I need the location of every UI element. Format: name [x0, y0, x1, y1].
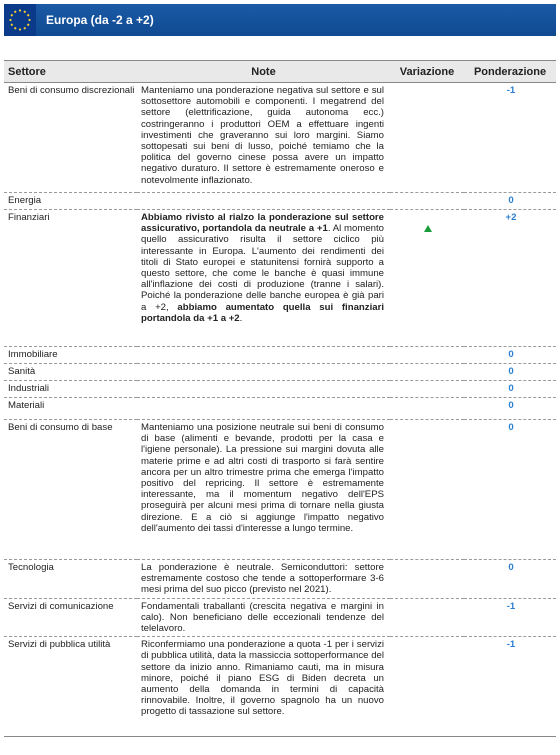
note-highlight: Abbiamo rivisto al rialzo la ponderazione sul settore assicurativo, portandola da neutrale a +1 — [141, 212, 384, 235]
sector-name: Energia — [4, 193, 137, 210]
table-header-row — [4, 61, 556, 83]
sector-note: Riconfermiamo una ponderazione a quota -1 per i servizi di pubblica utilità, data la massiccia sottoperformance del settore da inizio anno. Rimaniamo cauti, ma in misura minore, poiché il piano ESG di Biden decreta un aumento della domanda in termini di capacità rinnovabile. Inoltre, il governo spagnolo ha un nuovo progetto di tassazione sul settore. — [137, 637, 390, 737]
header-settore: Settore — [4, 61, 137, 83]
sector-change — [390, 560, 464, 599]
sector-note — [137, 210, 390, 347]
sector-table — [4, 60, 556, 737]
sector-change — [390, 420, 464, 560]
table-row — [4, 560, 556, 599]
sector-name: Beni di consumo di base — [4, 420, 137, 560]
table-row — [4, 420, 556, 560]
sector-weight: 0 — [464, 347, 556, 364]
note-text: . — [239, 312, 243, 324]
table-row — [4, 364, 556, 381]
table-row — [4, 637, 556, 737]
table-row — [4, 210, 556, 347]
sector-change — [390, 83, 464, 193]
section-header — [4, 4, 556, 36]
sector-change — [390, 598, 464, 637]
sector-weight: -1 — [464, 637, 556, 737]
sector-name: Servizi di comunicazione — [4, 598, 137, 637]
sector-note — [137, 381, 390, 398]
sector-note — [137, 398, 390, 420]
header-note: Note — [137, 61, 390, 83]
header-variazione: Variazione — [390, 61, 464, 83]
sector-change — [390, 398, 464, 420]
sector-weight: 0 — [464, 381, 556, 398]
sector-name: Materiali — [4, 398, 137, 420]
sector-name: Beni di consumo discrezionali — [4, 83, 137, 193]
table-row — [4, 83, 556, 193]
sector-change — [390, 193, 464, 210]
sector-name: Finanziari — [4, 210, 137, 347]
table-row — [4, 381, 556, 398]
table-row — [4, 347, 556, 364]
sector-name: Industriali — [4, 381, 137, 398]
note-highlight: abbiamo aumentato quella sui finanziari portandola da +1 a +2 — [141, 301, 384, 324]
sector-change — [390, 364, 464, 381]
sector-weight: 0 — [464, 560, 556, 599]
sector-weight: -1 — [464, 598, 556, 637]
table-row — [4, 193, 556, 210]
sector-note: Manteniamo una ponderazione negativa sul settore e sul sottosettore automobili e componenti. I megatrend del settore (elettrificazione, guida autonoma ecc.) costringeranno i produttori OEM a effettuare ingenti investimenti che graveranno sui loro margini. Siamo sottopesati sui beni di lusso, poiché temiamo che la politica del governo cinese possa avere un impatto negativo duraturo. Il settore è estremamente oneroso e notevolmente inflazionato. — [137, 83, 390, 193]
header-ponderazione: Ponderazione — [464, 61, 556, 83]
sector-note: Fondamentali traballanti (crescita negativa e margini in calo). Non beneficiano delle eccezionali tendenze del telelavoro. — [137, 598, 390, 637]
note-text: . Al momento quello assicurativo risulta il settore ciclico più interessante in Europa. L'aumento dei rendimenti dei titoli di Stato europei e statunitensi fornirà supporto a questo settore, che come le banche è quasi immune all'inflazione dei costi di produzione (tranne i salari). Poiché la ponderazione delle banche europea è già pari a +2, — [141, 223, 384, 313]
sector-note: La ponderazione è neutrale. Semiconduttori: settore estremamente costoso che tende a sottoperformare 3-6 mesi prima del suo picco (previsto nel 2021). — [137, 560, 390, 599]
sector-name: Immobiliare — [4, 347, 137, 364]
sector-weight: 0 — [464, 193, 556, 210]
sector-weight: -1 — [464, 83, 556, 193]
sector-weight: 0 — [464, 420, 556, 560]
sector-change — [390, 347, 464, 364]
sector-weight: +2 — [464, 210, 556, 347]
sector-name: Servizi di pubblica utilità — [4, 637, 137, 737]
sector-note: Manteniamo una posizione neutrale sui beni di consumo di base (alimenti e bevande, prodotti per la casa e l'igiene personale). La pressione sui margini dovuta alle materie prime e ad altri costi di trasporto si farà sentire ancora per un altro trimestre prima che emerga l'impatto positivo del repricing. Il settore è estremamente interessante, ma il momentum negativo dell'EPS proseguirà per alcuni mesi prima di tornare nella giusta direzione. E a ciò si aggiunge l'impatto negativo dell'aumento dei tassi d'interesse a lungo termine. — [137, 420, 390, 560]
sector-name: Tecnologia — [4, 560, 137, 599]
sector-change — [390, 637, 464, 737]
section-title: Europa (da -2 a +2) — [46, 13, 154, 27]
sector-change — [390, 210, 464, 347]
sector-change — [390, 381, 464, 398]
eu-flag-icon — [4, 4, 36, 36]
sector-weight: 0 — [464, 398, 556, 420]
sector-note — [137, 364, 390, 381]
sector-note — [137, 347, 390, 364]
up-triangle-icon — [424, 225, 432, 232]
table-row — [4, 398, 556, 420]
sector-note — [137, 193, 390, 210]
table-row — [4, 598, 556, 637]
sector-weight: 0 — [464, 364, 556, 381]
sector-name: Sanità — [4, 364, 137, 381]
